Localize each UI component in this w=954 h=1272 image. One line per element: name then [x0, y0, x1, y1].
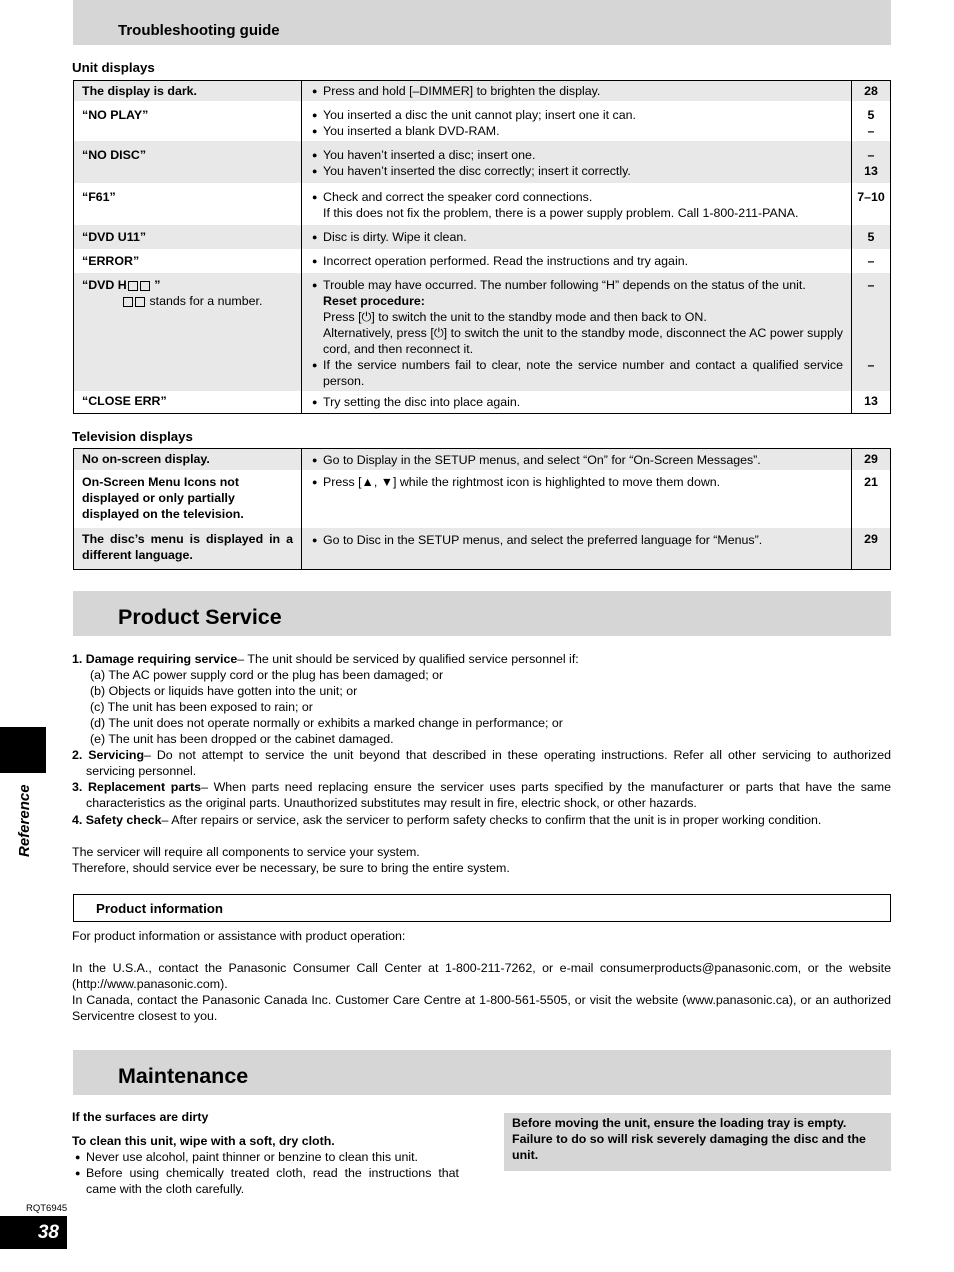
remedy-cell: ● Press [▲, ▼] while the rightmost icon is highlighted to move them down.: [302, 470, 852, 528]
table-row: [74, 141, 891, 183]
unit-displays-heading: Unit displays: [72, 60, 155, 75]
page-ref-cell: –: [852, 249, 891, 273]
remedy-cell: ● Try setting the disc into place again.: [302, 391, 852, 414]
table-row: [74, 101, 891, 141]
product-service-body: [72, 651, 891, 876]
display-cell: The display is dark.: [74, 81, 302, 102]
clean-heading: To clean this unit, wipe with a soft, dry cloth.: [72, 1134, 335, 1148]
display-cell: “DVD U11”: [74, 225, 302, 249]
table-row: [74, 249, 891, 273]
page-ref-cell: 29: [852, 449, 891, 471]
service-sub-item: (c) The unit has been exposed to rain; or: [90, 700, 313, 714]
unit-displays-table: [73, 80, 891, 414]
display-cell: “NO DISC”: [74, 141, 302, 183]
troubleshooting-title: Troubleshooting guide: [118, 22, 280, 39]
page-ref-cell: 5 –: [852, 101, 891, 141]
maintenance-instructions: [72, 1109, 459, 1197]
surfaces-heading: If the surfaces are dirty: [72, 1110, 209, 1124]
table-row: [74, 391, 891, 414]
page-ref-cell: – –: [852, 273, 891, 391]
remedy-cell: ● Incorrect operation performed. Read the instructions and try again.: [302, 249, 852, 273]
service-note: Therefore, should service ever be necessary, be sure to bring the entire system.: [72, 861, 510, 875]
digit-box-icon: [123, 297, 133, 307]
page-ref-cell: 28: [852, 81, 891, 102]
maintenance-warning: Before moving the unit, ensure the loading tray is empty. Failure to do so will risk severely damaging the disc and the unit.: [504, 1113, 891, 1171]
service-sub-item: (e) The unit has been dropped or the cabinet damaged.: [90, 732, 394, 746]
product-service-header-band: [73, 591, 891, 636]
service-item-1: 1. Damage requiring service– The unit should be serviced by qualified service personnel if:: [72, 652, 579, 666]
table-row: [74, 81, 891, 102]
service-sub-item: (a) The AC power supply cord or the plug has been damaged; or: [90, 668, 444, 682]
product-service-title: Product Service: [118, 605, 282, 629]
page-number-box: [0, 1216, 67, 1249]
maintenance-header-band: [73, 1050, 891, 1095]
service-item-4: 4. Safety check– After repairs or service, ask the servicer to perform safety checks to confirm that the unit is in proper working condition.: [72, 813, 822, 827]
table-row: [74, 528, 891, 570]
television-displays-heading: Television displays: [72, 429, 193, 444]
remedy-cell: ● Go to Display in the SETUP menus, and select “On” for “On-Screen Messages”.: [302, 449, 852, 471]
table-row: [74, 273, 891, 391]
television-displays-table: [73, 448, 891, 570]
remedy-cell: ● Go to Disc in the SETUP menus, and select the preferred language for “Menus”.: [302, 528, 852, 570]
display-cell: The disc’s menu is displayed in a different language.: [74, 528, 302, 570]
display-cell: “CLOSE ERR”: [82, 394, 167, 408]
product-information-canada: In Canada, contact the Panasonic Canada Inc. Customer Care Centre at 1-800-561-5505, or visit the website (www.panasonic.ca), or an authorized Servicentre closest to you.: [72, 993, 891, 1023]
page-number: 38: [37, 1222, 59, 1243]
table-row: [74, 470, 891, 528]
page-ref-cell: 21: [852, 470, 891, 528]
service-sub-item: (d) The unit does not operate normally or exhibits a marked change in performance; or: [90, 716, 563, 730]
model-code: RQT6945: [26, 1203, 68, 1214]
remedy-cell: ● Press and hold [–DIMMER] to brighten the display.: [302, 81, 852, 102]
display-cell: No on-screen display.: [74, 449, 302, 471]
display-cell: “NO PLAY”: [82, 108, 149, 122]
table-row: [74, 183, 891, 225]
display-cell: “F61”: [82, 190, 116, 204]
page-ref-cell: 7–10: [852, 183, 891, 225]
digit-box-icon: [140, 281, 150, 291]
remedy-cell: ● Check and correct the speaker cord connections. If this does not fix the problem, there is a power supply problem. Call 1-800-211-PANA.: [302, 183, 852, 225]
service-note: The servicer will require all components to service your system.: [72, 845, 420, 859]
product-information-usa: In the U.S.A., contact the Panasonic Consumer Call Center at 1-800-211-7262, or e-mail consumerproducts@panasonic.com, or the website (http://www.panasonic.com).: [72, 961, 891, 991]
list-item: ● Never use alcohol, paint thinner or benzine to clean this unit.: [75, 1149, 459, 1165]
digit-box-icon: [135, 297, 145, 307]
product-information-intro: For product information or assistance with product operation:: [72, 929, 406, 943]
service-item-3: 3. Replacement parts– When parts need replacing ensure the servicer uses parts specified by the manufacturer or parts that have the same characteristics as the original parts. Unauthorized substitutes may result in fire, electric shock, or other hazards.: [72, 780, 891, 810]
display-cell: On-Screen Menu Icons not displayed or only partially displayed on the television.: [82, 475, 244, 521]
page-ref-cell: 5: [852, 225, 891, 249]
product-information-body: [72, 928, 891, 1024]
digit-box-icon: [128, 281, 138, 291]
remedy-cell: ● Disc is dirty. Wipe it clean.: [302, 225, 852, 249]
section-side-label: Reference: [16, 784, 33, 857]
service-sub-item: (b) Objects or liquids have gotten into the unit; or: [90, 684, 358, 698]
remedy-cell: ● You haven’t inserted a disc; insert one. ● You haven’t inserted the disc correctly; insert it correctly.: [302, 141, 852, 183]
table-row: [74, 225, 891, 249]
page-ref-cell: 29: [852, 528, 891, 570]
service-item-2: 2. Servicing– Do not attempt to service the unit beyond that described in these operating instructions. Refer all other servicing to authorized servicing personnel.: [72, 748, 891, 778]
remedy-cell: ● Trouble may have occurred. The number following “H” depends on the status of the unit. Reset procedure: Press [⏻] to switch the unit to the standby mode and then back to ON. Alternatively, press [⏻] to switch the unit to the standby mode, disconnect the AC power supply cord, and then reconnect it. ● If the service numbers fail to clear, note the service number and contact a qualified service person.: [302, 273, 852, 391]
table-row: [74, 449, 891, 471]
product-information-title: Product information: [96, 901, 224, 916]
troubleshooting-header-band: [73, 0, 891, 45]
maintenance-title: Maintenance: [118, 1064, 249, 1088]
display-cell: “DVD H ” stands for a number.: [74, 273, 302, 391]
product-information-box: [73, 894, 891, 922]
page-ref-cell: 13: [852, 391, 891, 414]
display-cell: “ERROR”: [82, 254, 140, 268]
page-ref-cell: – 13: [852, 141, 891, 183]
remedy-cell: ● You inserted a disc the unit cannot play; insert one it can. ● You inserted a blank DVD-RAM.: [302, 101, 852, 141]
list-item: ● Before using chemically treated cloth, read the instructions that came with the cloth carefully.: [75, 1165, 459, 1197]
section-tab-marker: [0, 727, 46, 773]
